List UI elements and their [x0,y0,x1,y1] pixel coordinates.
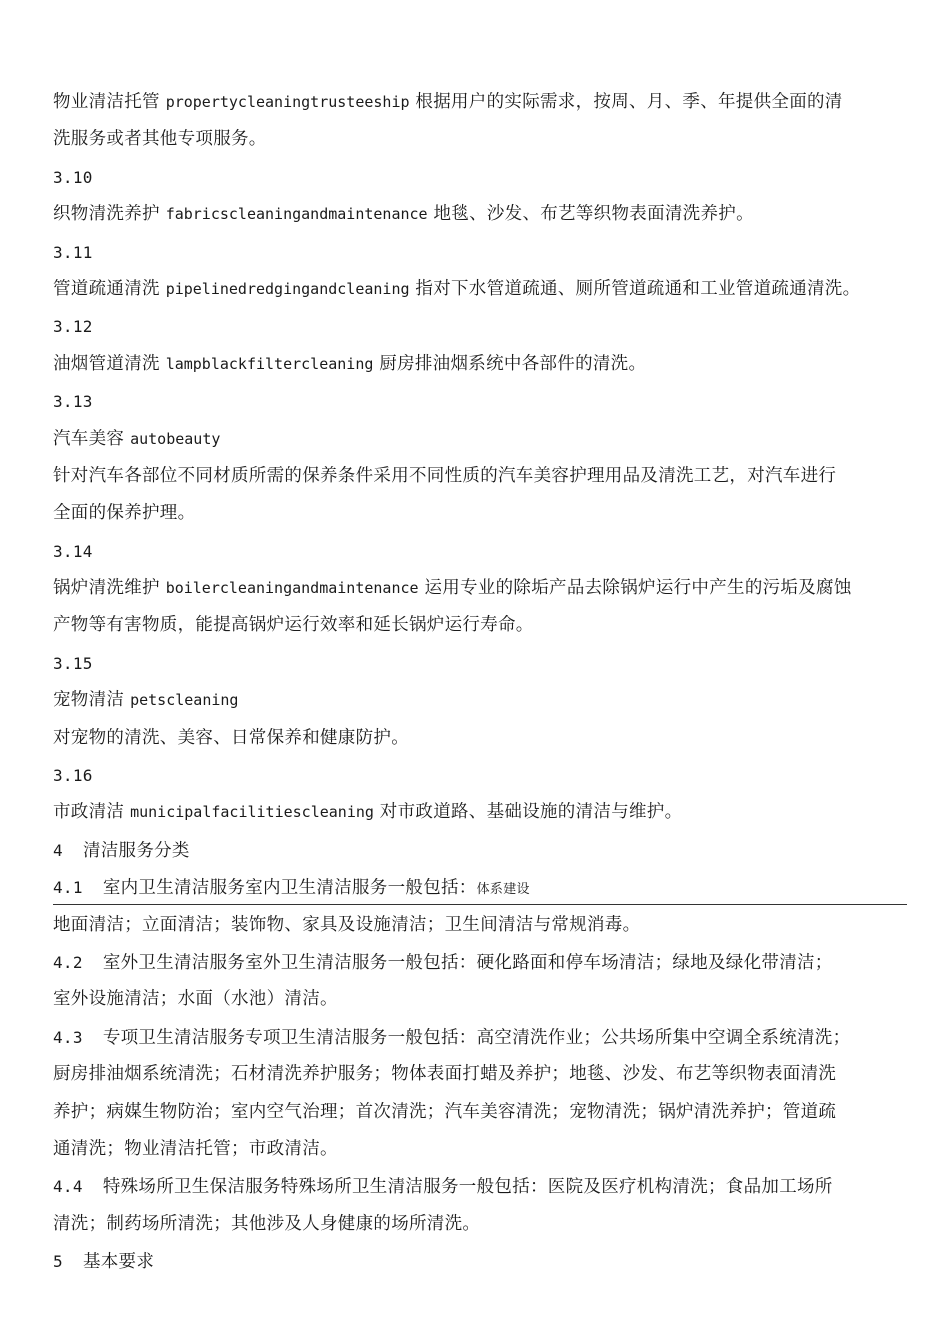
section-number: 4 [53,840,63,860]
header-note: 体系建设 [476,882,530,898]
document-page [53,84,905,1281]
term-chinese: 汽车美容 [53,428,125,449]
subsection-heading [53,1168,905,1205]
section-number: 5 [53,1252,63,1272]
term-definition: 运用专业的除垢产品去除锅炉运行中产生的污垢及腐蚀 [424,578,852,599]
text-line [53,346,905,383]
text-line [53,682,905,719]
term-definition: 厨房排油烟系统中各部件的清洗。 [379,353,647,374]
body-text: 对宠物的清洗、美容、日常保养和健康防护。 [53,727,409,748]
subsection-heading [53,869,905,906]
body-text: 专项卫生清洁服务专项卫生清洁服务一般包括：高空清洗作业；公共场所集中空调全系统清洗； [102,1027,851,1048]
term-english: lampblackfiltercleaning [165,354,374,373]
text-line [53,570,905,607]
body-text: 室内卫生清洁服务室内卫生清洁服务一般包括： [102,878,477,899]
body-text: 全面的保养护理。 [53,503,196,524]
term-english: petscleaning [130,691,239,710]
text-line [53,196,905,233]
text-line [53,1206,905,1243]
body-text: 针对汽车各部位不同材质所需的保养条件采用不同性质的汽车美容护理用品及清洗工艺，对汽车进行 [53,465,837,486]
text-line [53,907,905,944]
term-english: pipelinedredgingandcleaning [165,279,410,298]
term-chinese: 物业清洁托管 [53,92,160,112]
text-line [53,1094,905,1131]
body-text: 室外设施清洁；水面（水池）清洁。 [53,989,338,1010]
section-heading [53,1243,905,1280]
term-chinese: 锅炉清洗维护 [53,578,160,599]
term-definition: 对市政道路、基础设施的清洁与维护。 [379,802,683,823]
body-text: 厨房排油烟系统清洗；石材清洗养护服务；物体表面打蜡及养护；地毯、沙发、布艺等织物表面清洗 [53,1064,837,1085]
text-line [53,981,905,1018]
text-line [53,271,905,308]
term-definition: 地毯、沙发、布艺等织物表面清洗养护。 [433,204,754,225]
term-english: autobeauty [130,429,221,448]
term-english: municipalfacilitiescleaning [130,803,374,822]
section-heading [53,832,905,869]
term-definition: 根据用户的实际需求，按周、月、季、年提供全面的清 [415,92,843,112]
term-chinese: 宠物清洁 [53,690,125,711]
body-text: 地面清洁；立面清洁；装饰物、家具及设施清洁；卫生间清洁与常规消毒。 [53,914,641,935]
term-chinese: 油烟管道清洗 [53,353,160,374]
body-text: 洗服务或者其他专项服务。 [53,129,267,150]
clause-number: 3.16 [53,766,93,786]
term-chinese: 织物清洗养护 [53,204,160,225]
text-line [53,607,905,644]
term-chinese: 管道疏通清洗 [53,278,160,299]
subsection-heading [53,944,905,981]
text-line [53,84,905,121]
clause-number: 3.13 [53,392,93,412]
clause-number: 3.14 [53,541,93,561]
clause-number: 3.15 [53,653,93,673]
section-title: 清洁服务分类 [82,840,190,861]
subsection-number: 4.1 [53,878,83,898]
text-line [53,421,905,458]
subsection-number: 4.3 [53,1027,83,1047]
body-text: 特殊场所卫生保洁服务特殊场所卫生清洁服务一般包括：医院及医疗机构清洗；食品加工场所 [102,1177,833,1198]
body-text: 室外卫生清洁服务室外卫生清洁服务一般包括：硬化路面和停车场清洁；绿地及绿化带清洁； [102,952,833,973]
clause-number: 3.10 [53,167,93,187]
subsection-number: 4.2 [53,952,83,972]
text-line [53,495,905,532]
section-title: 基本要求 [82,1252,155,1273]
text-line [53,1056,905,1093]
body-text: 产物等有害物质，能提高锅炉运行效率和延长锅炉运行寿命。 [53,615,534,636]
text-line [53,121,905,158]
term-definition: 指对下水管道疏通、厕所管道疏通和工业管道疏通清洗。 [415,278,861,299]
body-text: 通清洗；物业清洁托管；市政清洁。 [53,1138,338,1159]
text-line [53,1131,905,1168]
term-english: fabricscleaningandmaintenance [165,205,428,224]
term-english: propertycleaningtrusteeship [165,93,410,111]
body-text: 清洗；制药场所清洗；其他涉及人身健康的场所清洗。 [53,1213,481,1234]
text-line [53,458,905,495]
term-chinese: 市政清洁 [53,802,125,823]
text-line [53,794,905,831]
subsection-number: 4.4 [53,1177,83,1197]
body-text: 养护；病媒生物防治；室内空气治理；首次清洗；汽车美容清洗；宠物清洗；锅炉清洗养护；管道疏 [53,1101,837,1122]
clause-number: 3.12 [53,317,93,337]
clause-number: 3.11 [53,242,93,262]
text-line [53,720,905,757]
subsection-heading [53,1019,905,1056]
term-english: boilercleaningandmaintenance [165,579,419,598]
